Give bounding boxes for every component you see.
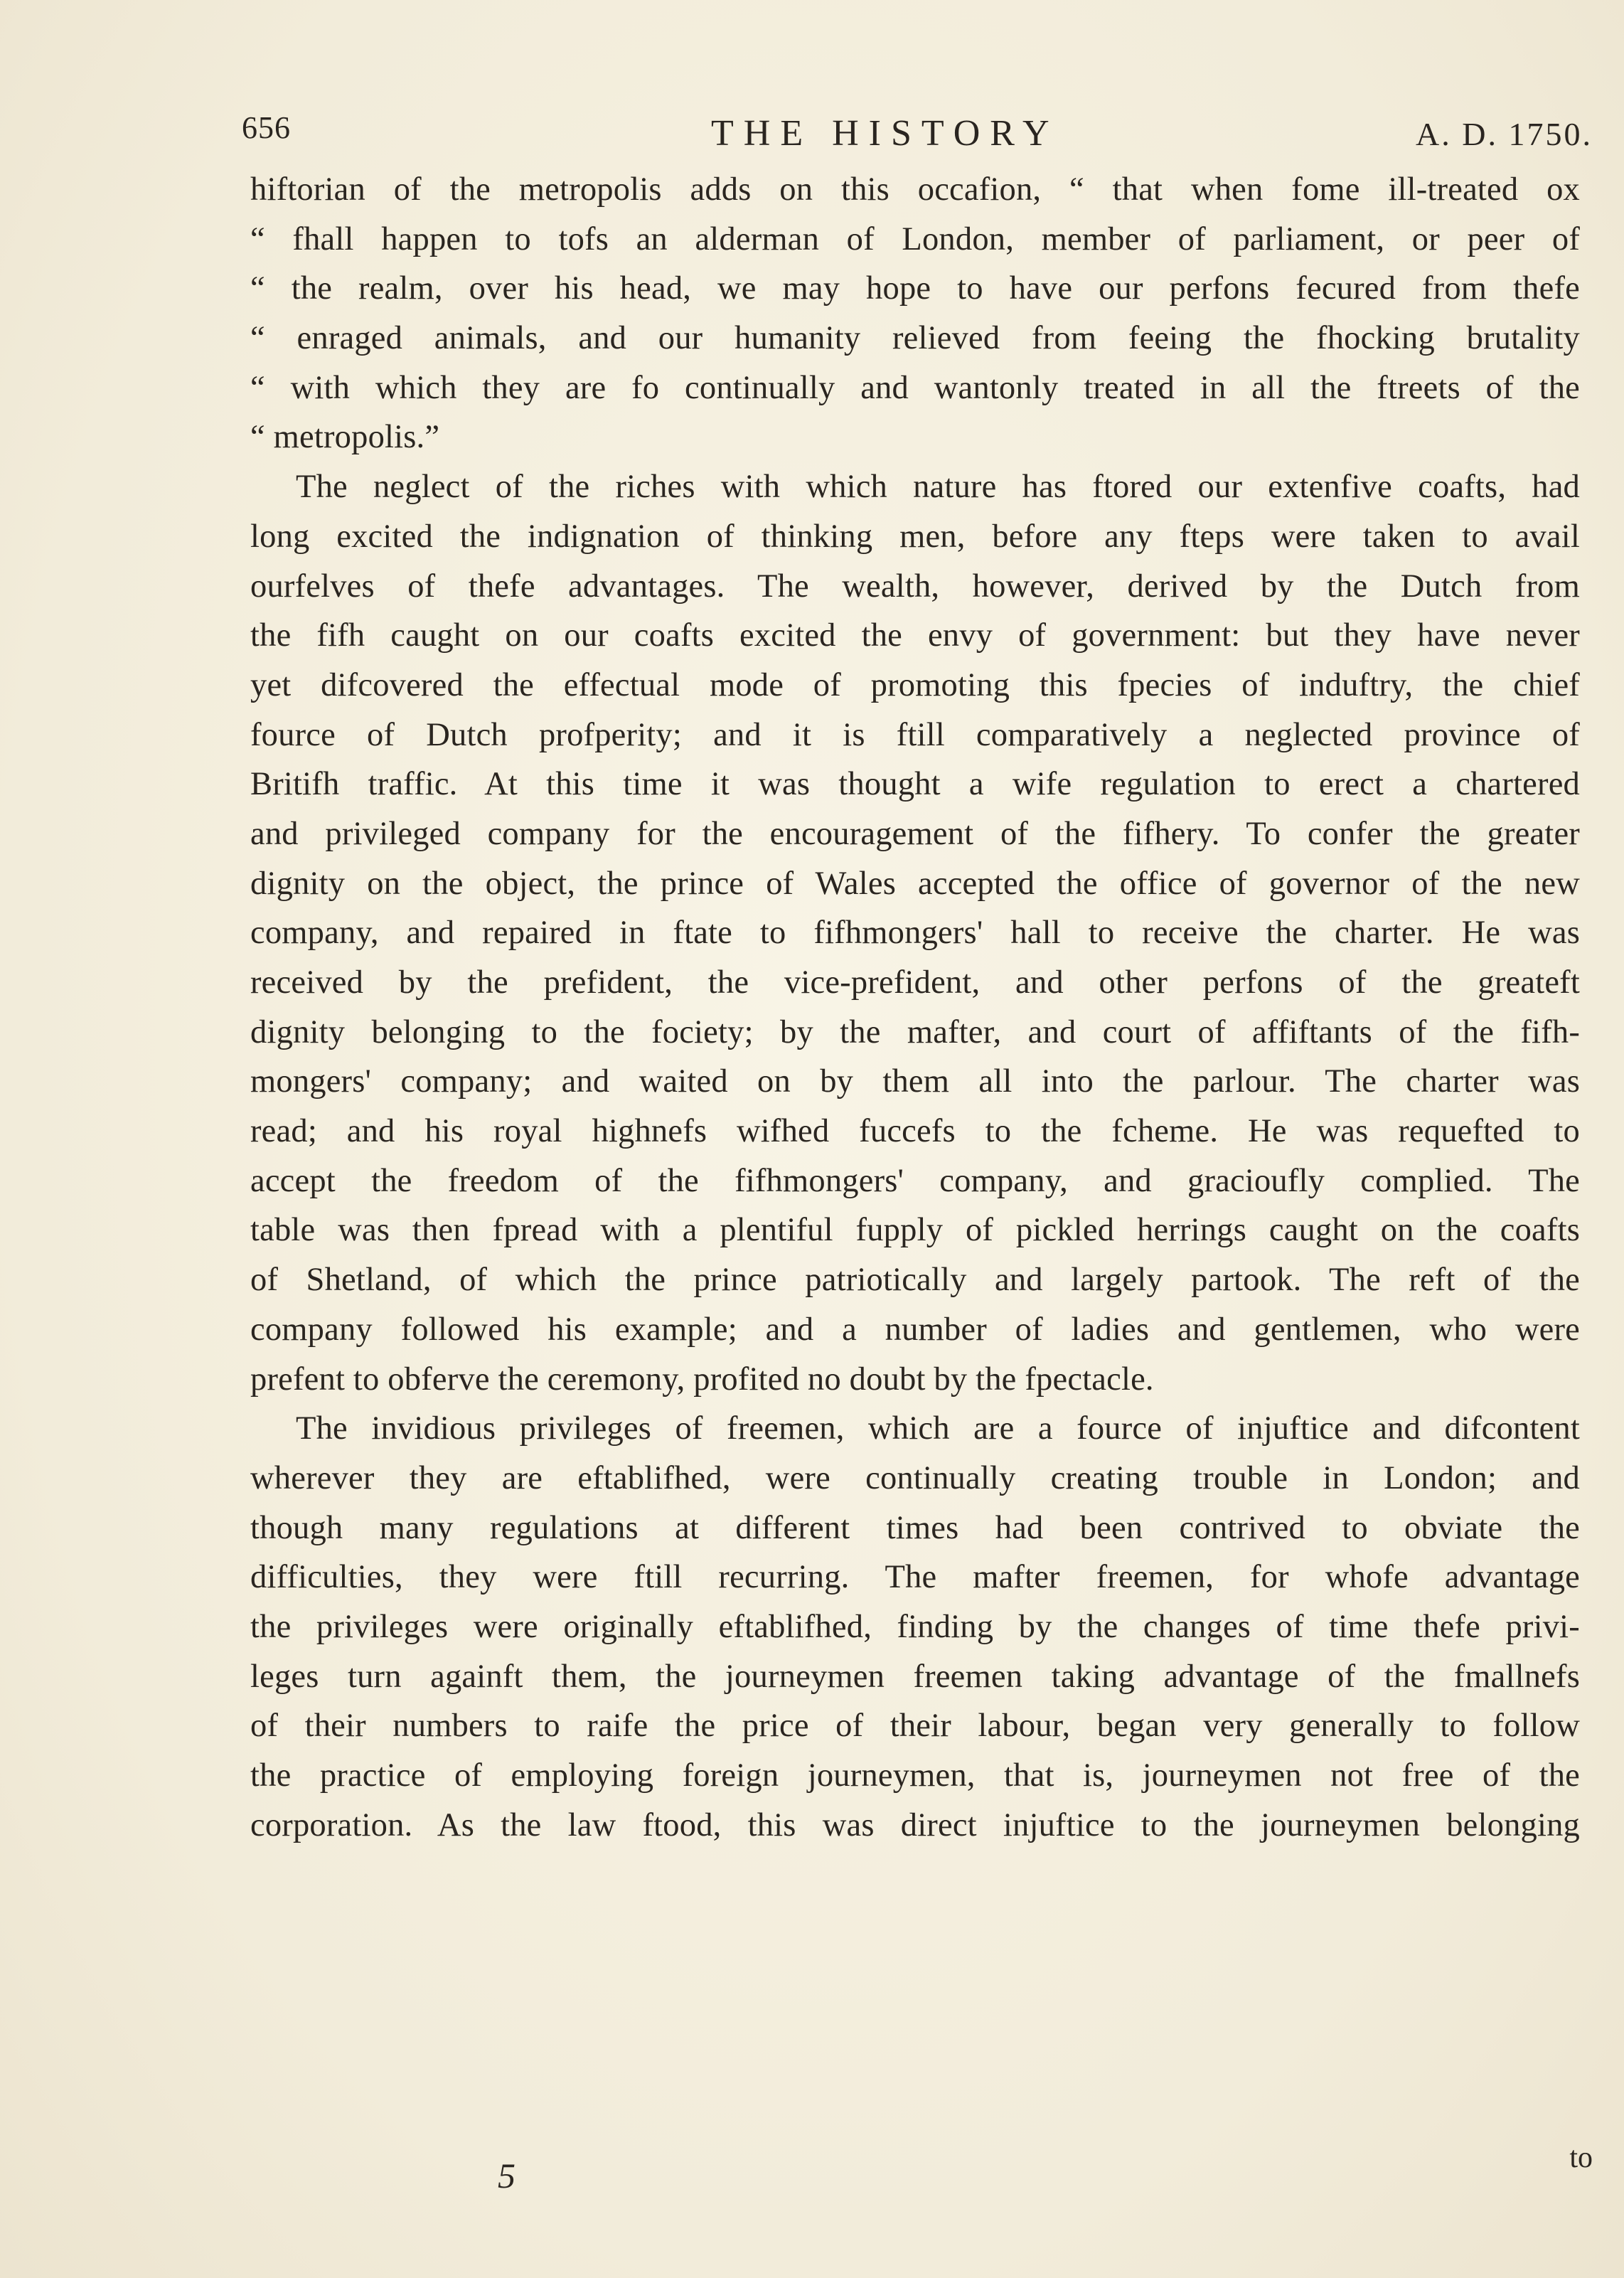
text-line: “ enraged animals, and our humanity relieved from feeing the fhocking brutality [250,320,1580,357]
paragraph-start: The invidious privileges of freemen, which are a fource of injuftice and difcontent [296,1410,1580,1447]
text-line: Britifh traffic. At this time it was thought a wife regulation to erect a chartered [250,766,1580,803]
text-line: the privileges were originally eftablifhed, finding by the changes of time thefe privi- [250,1608,1580,1645]
text-line: prefent to obferve the ceremony, profited no doubt by the fpectacle. [250,1361,1154,1398]
text-line: wherever they are eftablifhed, were continually creating trouble in London; and [250,1459,1580,1496]
text-line: table was then fpread with a plentiful fupply of pickled herrings caught on the coafts [250,1212,1580,1249]
text-line: read; and his royal highnefs wifhed fuccefs to the fcheme. He was requefted to [250,1113,1580,1150]
text-line: “ fhall happen to tofs an alderman of London, member of parliament, or peer of [250,220,1580,257]
text-line: the practice of employing foreign journeymen, that is, journeymen not free of the [250,1757,1580,1794]
year-marker: A. D. 1750. [1416,116,1593,152]
catchword: to [1569,2141,1593,2174]
text-line: though many regulations at different times had been contrived to obviate the [250,1509,1580,1546]
text-line: mongers' company; and waited on by them all into the parlour. The charter was [250,1063,1580,1100]
text-line: hiftorian of the metropolis adds on this occafion, “ that when fome ill-treated ox [250,171,1580,208]
text-line: and privileged company for the encouragement of the fifhery. To confer the greater [250,815,1580,852]
text-line: difficulties, they were ftill recurring. The mafter freemen, for whofe advantage [250,1559,1580,1596]
text-line: of Shetland, of which the prince patriotically and largely partook. The reft of the [250,1262,1580,1299]
text-line: long excited the indignation of thinking men, before any fteps were taken to avail [250,518,1580,555]
running-head: THE HISTORY [711,113,1059,154]
text-line: dignity on the object, the prince of Wales accepted the office of governor of the new [250,865,1580,902]
page-footer [242,2141,1593,2212]
text-line: received by the prefident, the vice-prefident, and other perfons of the greateft [250,964,1580,1001]
text-line: corporation. As the law ftood, this was direct injuftice to the journeymen belonging [250,1806,1580,1843]
text-line: dignity belonging to the fociety; by the mafter, and court of affiftants of the fifh- [250,1013,1580,1050]
text-line: “ the realm, over his head, we may hope to have our perfons fecured from thefe [250,270,1580,307]
text-line: leges turn againft them, the journeymen freemen taking advantage of the fmallnefs [250,1658,1580,1695]
text-line: the fifh caught on our coafts excited the envy of government: but they have never [250,617,1580,654]
body-text [250,165,1580,1850]
text-line: of their numbers to raife the price of their labour, began very generally to follow [250,1708,1580,1745]
text-line: ourfelves of thefe advantages. The wealth, however, derived by the Dutch from [250,568,1580,605]
text-line: fource of Dutch profperity; and it is ftill comparatively a neglected province of [250,716,1580,753]
paragraph-start: The neglect of the riches with which nature has ftored our extenfive coafts, had [296,469,1580,506]
page-header [242,107,1593,156]
text-line: company, and repaired in ftate to fifhmongers' hall to receive the charter. He was [250,915,1580,952]
text-line: “ metropolis.” [250,419,440,456]
text-line: yet difcovered the effectual mode of promoting this fpecies of induftry, the chief [250,666,1580,703]
page-number: 656 [242,110,291,145]
text-line: accept the freedom of the fifhmongers' company, and gracioufly complied. The [250,1162,1580,1199]
signature-mark: 5 [498,2156,515,2195]
text-line: “ with which they are fo continually and wantonly treated in all the ftreets of the [250,369,1580,406]
text-line: company followed his example; and a number of ladies and gentlemen, who were [250,1311,1580,1348]
